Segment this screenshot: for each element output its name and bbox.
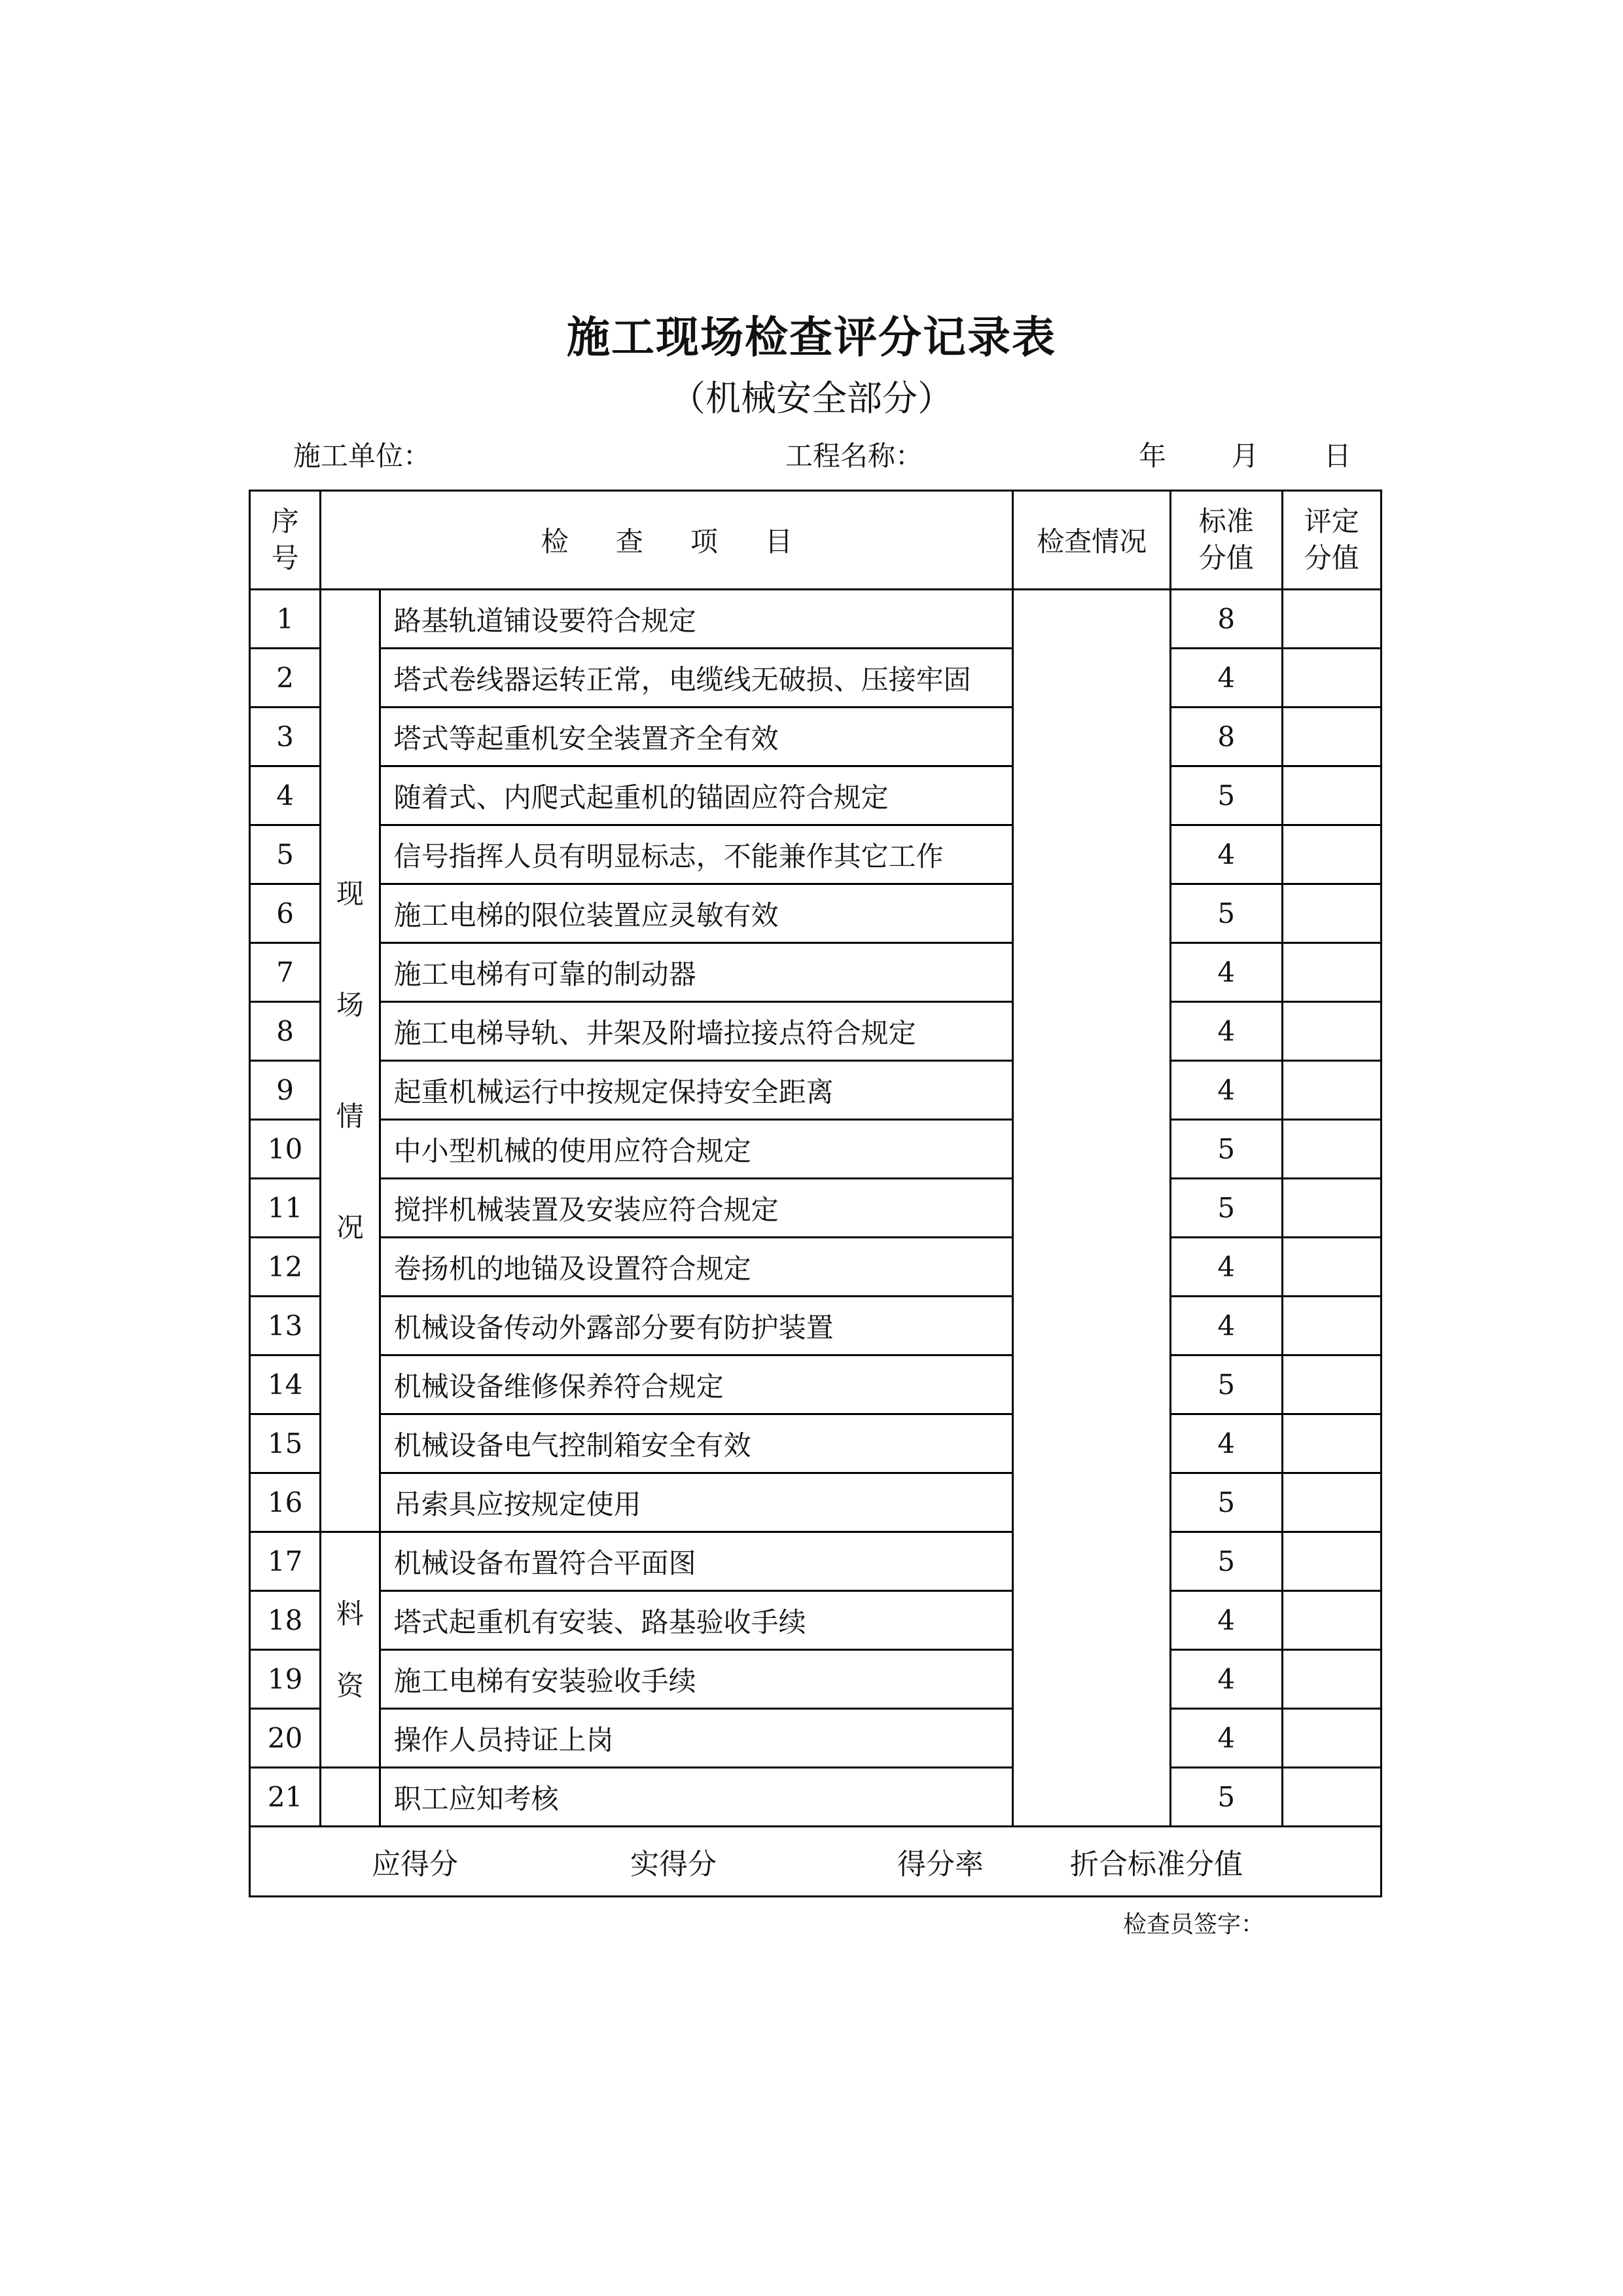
row-evaluated-score[interactable] bbox=[1282, 884, 1381, 943]
footer-actual: 实得分 bbox=[630, 1848, 717, 1881]
row-item: 操作人员持证上岗 bbox=[380, 1709, 1013, 1768]
row-no: 1 bbox=[250, 590, 321, 649]
row-evaluated-score[interactable] bbox=[1282, 1414, 1381, 1473]
row-evaluated-score[interactable] bbox=[1282, 1591, 1381, 1650]
row-no: 11 bbox=[250, 1179, 321, 1238]
footer-converted: 折合标准分值 bbox=[1070, 1848, 1243, 1881]
row-item: 机械设备维修保养符合规定 bbox=[380, 1355, 1013, 1414]
row-evaluated-score[interactable] bbox=[1282, 1768, 1381, 1827]
row-standard-score: 8 bbox=[1171, 590, 1282, 649]
header-check: 检查情况 bbox=[1013, 491, 1171, 590]
date-labels bbox=[1139, 435, 1408, 474]
row-no: 15 bbox=[250, 1414, 321, 1473]
table-row bbox=[250, 1532, 1382, 1591]
table-row bbox=[250, 708, 1382, 766]
row-item: 搅拌机械装置及安装应符合规定 bbox=[380, 1179, 1013, 1238]
table-row bbox=[250, 1002, 1382, 1061]
row-no: 17 bbox=[250, 1532, 321, 1591]
month-label: 月 bbox=[1231, 440, 1259, 472]
row-no: 9 bbox=[250, 1061, 321, 1120]
category-empty bbox=[321, 1768, 380, 1827]
header-eval: 评定 分值 bbox=[1282, 491, 1381, 590]
row-standard-score: 4 bbox=[1171, 825, 1282, 884]
page-title: 施工现场检查评分记录表 bbox=[567, 312, 1056, 363]
row-standard-score: 4 bbox=[1171, 1002, 1282, 1061]
construction-unit-label: 施工单位： bbox=[293, 440, 431, 472]
row-standard-score: 4 bbox=[1171, 1297, 1282, 1355]
row-item: 机械设备布置符合平面图 bbox=[380, 1532, 1013, 1591]
row-item: 中小型机械的使用应符合规定 bbox=[380, 1120, 1013, 1179]
row-evaluated-score[interactable] bbox=[1282, 1297, 1381, 1355]
row-item: 塔式起重机有安装、路基验收手续 bbox=[380, 1591, 1013, 1650]
category-site: 现 场 情 况 bbox=[321, 590, 380, 1532]
row-no: 21 bbox=[250, 1768, 321, 1827]
row-standard-score: 5 bbox=[1171, 1120, 1282, 1179]
row-item: 施工电梯导轨、井架及附墙拉接点符合规定 bbox=[380, 1002, 1013, 1061]
row-no: 8 bbox=[250, 1002, 321, 1061]
inspection-score-table bbox=[249, 490, 1382, 1897]
row-no: 3 bbox=[250, 708, 321, 766]
row-item: 吊索具应按规定使用 bbox=[380, 1473, 1013, 1532]
table-row bbox=[250, 1061, 1382, 1120]
row-evaluated-score[interactable] bbox=[1282, 1061, 1381, 1120]
row-evaluated-score[interactable] bbox=[1282, 1532, 1381, 1591]
table-footer-row bbox=[250, 1827, 1382, 1897]
table-row bbox=[250, 1355, 1382, 1414]
row-evaluated-score[interactable] bbox=[1282, 1473, 1381, 1532]
check-status-cell[interactable] bbox=[1013, 590, 1171, 1827]
table-row bbox=[250, 884, 1382, 943]
row-standard-score: 5 bbox=[1171, 1355, 1282, 1414]
row-no: 18 bbox=[250, 1591, 321, 1650]
row-standard-score: 5 bbox=[1171, 766, 1282, 825]
row-item: 路基轨道铺设要符合规定 bbox=[380, 590, 1013, 649]
row-standard-score: 4 bbox=[1171, 1414, 1282, 1473]
table-row bbox=[250, 825, 1382, 884]
day-label: 日 bbox=[1323, 440, 1351, 472]
row-evaluated-score[interactable] bbox=[1282, 708, 1381, 766]
row-evaluated-score[interactable] bbox=[1282, 1355, 1381, 1414]
page-subtitle: （机械安全部分） bbox=[670, 378, 953, 419]
row-evaluated-score[interactable] bbox=[1282, 1709, 1381, 1768]
table-row bbox=[250, 649, 1382, 708]
table-row bbox=[250, 766, 1382, 825]
table-row bbox=[250, 590, 1382, 649]
row-standard-score: 4 bbox=[1171, 649, 1282, 708]
table-row bbox=[250, 943, 1382, 1002]
row-item: 施工电梯有安装验收手续 bbox=[380, 1650, 1013, 1709]
row-evaluated-score[interactable] bbox=[1282, 943, 1381, 1002]
row-no: 20 bbox=[250, 1709, 321, 1768]
row-item: 信号指挥人员有明显标志，不能兼作其它工作 bbox=[380, 825, 1013, 884]
row-evaluated-score[interactable] bbox=[1282, 825, 1381, 884]
row-item: 塔式等起重机安全装置齐全有效 bbox=[380, 708, 1013, 766]
row-standard-score: 4 bbox=[1171, 1709, 1282, 1768]
row-standard-score: 5 bbox=[1171, 1473, 1282, 1532]
project-name-label: 工程名称： bbox=[785, 440, 923, 472]
row-no: 10 bbox=[250, 1120, 321, 1179]
table-row bbox=[250, 1120, 1382, 1179]
table-row bbox=[250, 1591, 1382, 1650]
row-item: 随着式、内爬式起重机的锚固应符合规定 bbox=[380, 766, 1013, 825]
header-item: 检 查 项 目 bbox=[321, 491, 1013, 590]
row-no: 13 bbox=[250, 1297, 321, 1355]
row-evaluated-score[interactable] bbox=[1282, 1179, 1381, 1238]
row-no: 16 bbox=[250, 1473, 321, 1532]
row-standard-score: 5 bbox=[1171, 884, 1282, 943]
table-row bbox=[250, 1297, 1382, 1355]
table-row bbox=[250, 1650, 1382, 1709]
row-item: 机械设备传动外露部分要有防护装置 bbox=[380, 1297, 1013, 1355]
row-standard-score: 4 bbox=[1171, 943, 1282, 1002]
table-row bbox=[250, 1768, 1382, 1827]
row-standard-score: 4 bbox=[1171, 1650, 1282, 1709]
inspector-signature-label: 检查员签字： bbox=[1123, 1911, 1265, 1938]
row-item: 起重机械运行中按规定保持安全距离 bbox=[380, 1061, 1013, 1120]
row-no: 6 bbox=[250, 884, 321, 943]
table-header-row bbox=[250, 491, 1382, 590]
year-label: 年 bbox=[1139, 440, 1167, 472]
category-docs: 料 资 bbox=[321, 1532, 380, 1768]
row-evaluated-score[interactable] bbox=[1282, 1650, 1381, 1709]
footer-due: 应得分 bbox=[372, 1848, 458, 1881]
footer-rate: 得分率 bbox=[897, 1848, 984, 1881]
row-no: 12 bbox=[250, 1238, 321, 1297]
row-no: 5 bbox=[250, 825, 321, 884]
row-evaluated-score[interactable] bbox=[1282, 1002, 1381, 1061]
row-evaluated-score[interactable] bbox=[1282, 766, 1381, 825]
row-item: 卷扬机的地锚及设置符合规定 bbox=[380, 1238, 1013, 1297]
row-item: 职工应知考核 bbox=[380, 1768, 1013, 1827]
row-item: 施工电梯有可靠的制动器 bbox=[380, 943, 1013, 1002]
row-standard-score: 8 bbox=[1171, 708, 1282, 766]
row-item: 机械设备电气控制箱安全有效 bbox=[380, 1414, 1013, 1473]
table-row bbox=[250, 1473, 1382, 1532]
table-row bbox=[250, 1709, 1382, 1768]
row-no: 2 bbox=[250, 649, 321, 708]
row-no: 7 bbox=[250, 943, 321, 1002]
row-no: 19 bbox=[250, 1650, 321, 1709]
row-standard-score: 5 bbox=[1171, 1768, 1282, 1827]
header-std: 标准 分值 bbox=[1171, 491, 1282, 590]
row-item: 塔式卷线器运转正常，电缆线无破损、压接牢固 bbox=[380, 649, 1013, 708]
header-no: 序 号 bbox=[250, 491, 321, 590]
row-evaluated-score[interactable] bbox=[1282, 590, 1381, 649]
row-standard-score: 5 bbox=[1171, 1179, 1282, 1238]
row-standard-score: 4 bbox=[1171, 1061, 1282, 1120]
table-row bbox=[250, 1179, 1382, 1238]
row-standard-score: 4 bbox=[1171, 1591, 1282, 1650]
row-no: 4 bbox=[250, 766, 321, 825]
row-no: 14 bbox=[250, 1355, 321, 1414]
row-evaluated-score[interactable] bbox=[1282, 649, 1381, 708]
row-evaluated-score[interactable] bbox=[1282, 1238, 1381, 1297]
row-standard-score: 5 bbox=[1171, 1532, 1282, 1591]
table-row bbox=[250, 1238, 1382, 1297]
table-row bbox=[250, 1414, 1382, 1473]
row-item: 施工电梯的限位装置应灵敏有效 bbox=[380, 884, 1013, 943]
row-standard-score: 4 bbox=[1171, 1238, 1282, 1297]
row-evaluated-score[interactable] bbox=[1282, 1120, 1381, 1179]
